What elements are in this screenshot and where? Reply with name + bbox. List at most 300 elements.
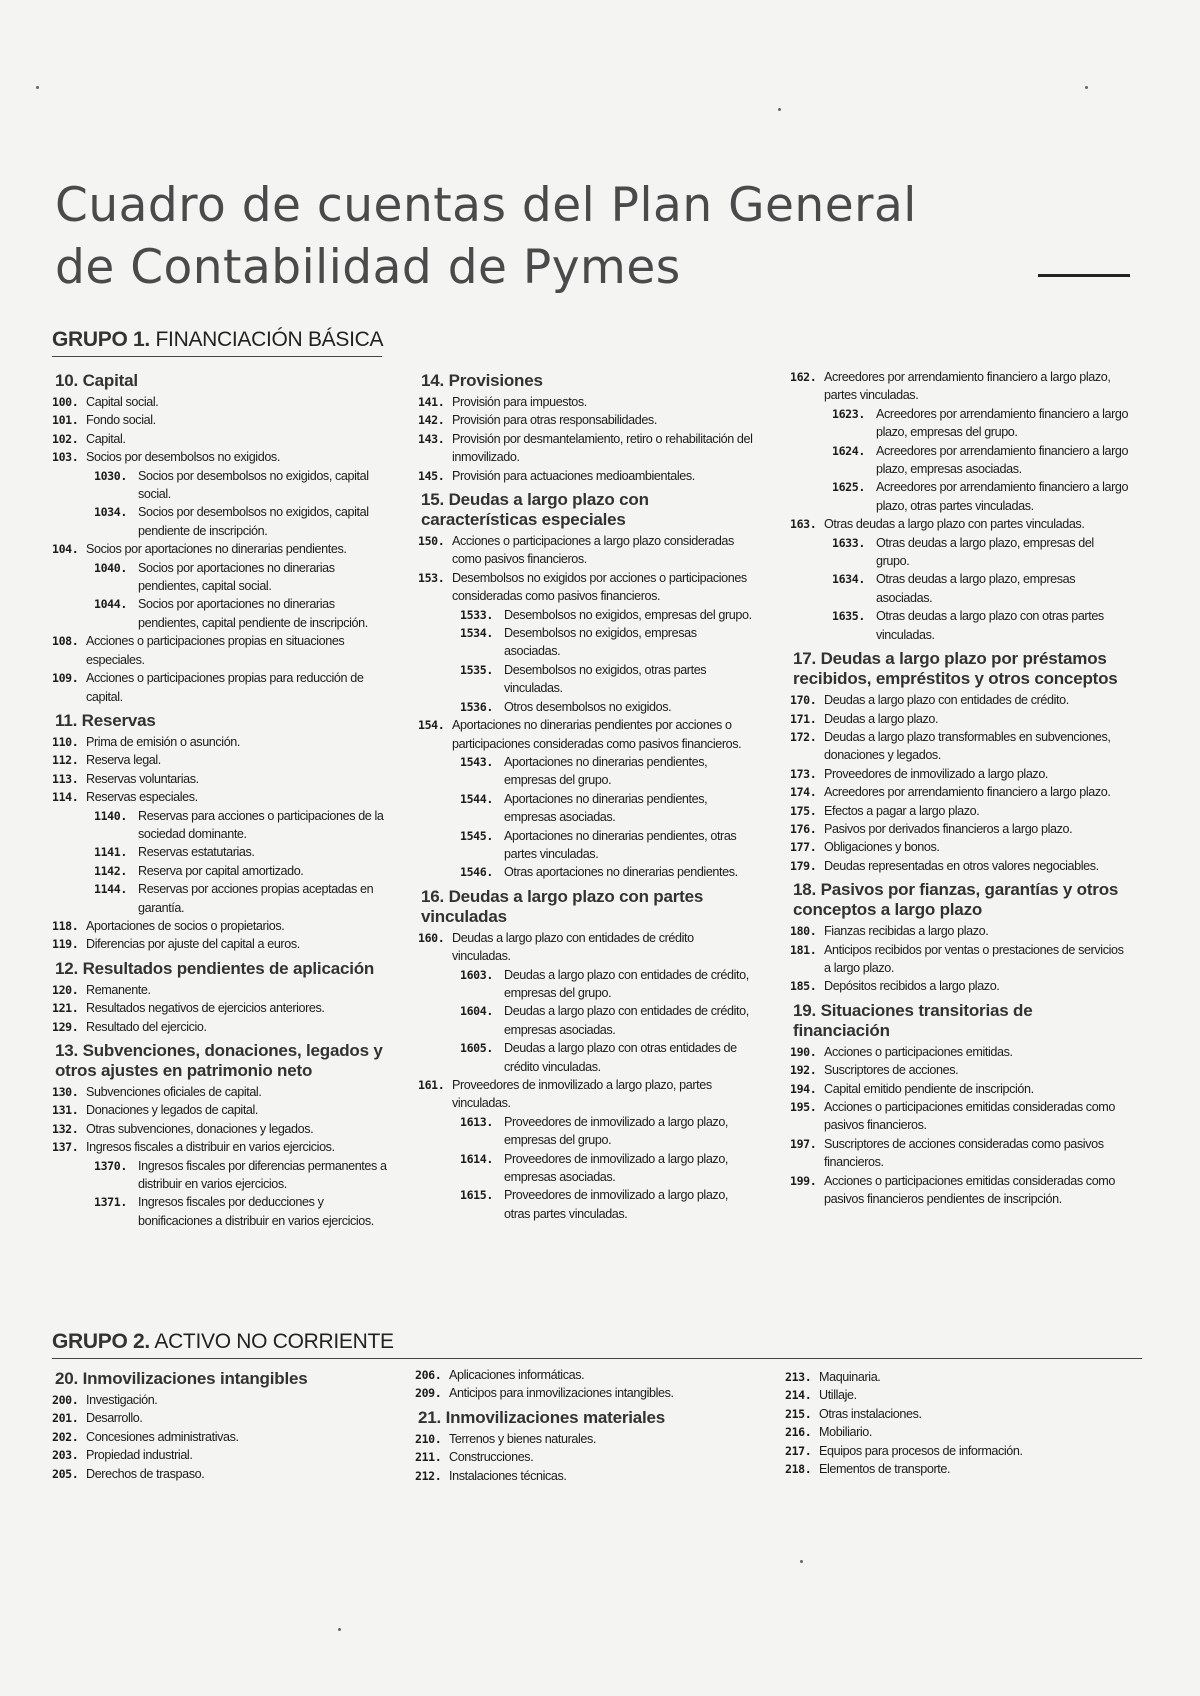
title-line-1: Cuadro de cuentas del Plan General [55,178,917,233]
section-heading [793,880,1130,920]
account-item [790,368,1130,405]
account-code: 190. [790,1044,817,1059]
account-code: 173. [790,766,817,781]
group-1-column-1 [52,366,387,1230]
account-code: 1544. [460,791,493,806]
account-item [52,411,387,429]
account-code: 163. [790,517,817,532]
account-item [785,1423,1125,1441]
account-item [790,1172,1130,1209]
account-code: 217. [785,1443,812,1458]
account-item [790,1080,1130,1098]
subaccount-item [418,863,753,881]
account-label: Socios por aportaciones no dinerarias pendientes, capital social. [138,560,335,594]
section-label: Deudas a largo plazo por préstamos recibidos, empréstitos y otros conceptos [793,649,1118,689]
subaccount-item [790,442,1130,479]
account-code: 153. [418,570,445,585]
account-label: Acreedores por arrendamiento financiero a largo plazo, empresas del grupo. [876,406,1129,440]
account-code: 119. [52,937,79,952]
account-code: 102. [52,431,79,446]
account-label: Deudas a largo plazo transformables en subvenciones, donaciones y legados. [824,729,1111,763]
account-code: 215. [785,1406,812,1421]
account-label: Acciones o participaciones propias para reducción de capital. [86,671,364,704]
account-item [52,1138,387,1156]
account-item [790,710,1130,728]
account-code: 1633. [832,535,865,550]
account-label: Aportaciones de socios o propietarios. [86,918,285,933]
account-code: 113. [52,771,79,786]
subaccount-item [790,405,1130,442]
group-1-heading [52,328,383,352]
account-label: Proveedores de inmovilizado a largo plazo, partes vinculadas. [452,1078,712,1111]
account-code: 145. [418,468,445,483]
account-label: Socios por aportaciones no dinerarias pendientes, capital pendiente de inscripción. [138,597,368,630]
subaccount-item [418,661,753,698]
subaccount-item [418,1002,753,1039]
section-heading [55,1041,387,1081]
account-code: 1534. [460,626,493,641]
account-label: Deudas a largo plazo con entidades de crédito vinculadas. [452,930,694,964]
group-2-column-1 [52,1364,387,1483]
account-label: Deudas a largo plazo con entidades de crédito. [824,693,1069,708]
account-item [790,765,1130,783]
account-item [52,1120,387,1138]
account-item [790,857,1130,875]
account-code: 1624. [832,443,865,458]
account-label: Desarrollo. [86,1411,143,1426]
account-item [790,838,1130,856]
account-label: Suscriptores de acciones consideradas como pasivos financieros. [824,1136,1104,1170]
account-label: Fianzas recibidas a largo plazo. [824,924,989,939]
account-item [52,788,387,806]
section-label: Subvenciones, donaciones, legados y otros ajustes en patrimonio neto [55,1041,383,1080]
account-code: 1623. [832,406,865,421]
account-label: Capital emitido pendiente de inscripción. [824,1081,1034,1096]
account-label: Acreedores por arrendamiento financiero a largo plazo, empresas asociadas. [876,443,1129,477]
group-1-label: FINANCIACIÓN BÁSICA [155,328,384,351]
section-code: 21. [418,1407,442,1427]
section-heading [55,959,387,979]
account-code: 1615. [460,1188,493,1203]
account-code: 118. [52,918,79,933]
account-code: 104. [52,542,79,557]
account-label: Diferencias por ajuste del capital a euros. [86,937,300,952]
scan-speck [1085,86,1088,89]
account-item [52,448,387,466]
subaccount-item [790,607,1130,644]
subaccount-item [52,595,387,632]
account-code: 142. [418,413,445,428]
account-label: Anticipos recibidos por ventas o prestaciones de servicios a largo plazo. [824,942,1124,975]
account-label: Provisión para impuestos. [452,395,587,409]
section-code: 14. [421,371,445,390]
account-label: Desembolsos no exigidos por acciones o participaciones consideradas como pasivos financieros. [452,570,747,604]
account-item [52,632,387,669]
section-code: 15. [421,490,445,510]
account-item [415,1467,755,1485]
account-item [52,999,387,1017]
scan-speck [338,1628,341,1631]
account-code: 210. [415,1431,442,1446]
account-label: Aplicaciones informáticas. [449,1368,585,1382]
account-label: Propiedad industrial. [86,1448,193,1463]
section-label: Resultados pendientes de aplicación [82,958,375,978]
subaccount-item [418,624,753,661]
account-label: Subvenciones oficiales de capital. [86,1085,262,1099]
account-label: Ingresos fiscales por diferencias permanentes a distribuir en varios ejercicios. [138,1158,387,1192]
page-title [55,175,917,299]
account-label: Proveedores de inmovilizado a largo plazo, empresas del grupo. [504,1114,729,1148]
account-item [790,728,1130,765]
account-label: Deudas a largo plazo. [824,711,939,726]
account-code: 1603. [460,967,493,982]
account-label: Otras instalaciones. [819,1406,922,1421]
account-item [785,1460,1125,1478]
account-item [785,1405,1125,1423]
section-heading [55,371,387,391]
section-code: 20. [55,1369,79,1388]
scan-speck [778,108,781,111]
account-item [418,1076,753,1113]
account-item [415,1430,755,1448]
account-label: Acreedores por arrendamiento financiero a largo plazo, partes vinculadas. [824,370,1111,403]
account-code: 1030. [94,468,127,483]
account-item [790,941,1130,978]
subaccount-item [52,880,387,917]
section-heading [421,371,753,391]
account-code: 1614. [460,1151,493,1166]
account-code: 160. [418,930,445,945]
account-label: Reservas para acciones o participaciones de la sociedad dominante. [138,808,384,841]
subaccount-item [52,1193,387,1230]
account-code: 1605. [460,1041,493,1056]
account-label: Proveedores de inmovilizado a largo plazo. [824,766,1049,781]
subaccount-item [418,1039,753,1076]
account-label: Resultado del ejercicio. [86,1019,207,1034]
account-code: 172. [790,729,817,744]
account-item [52,770,387,788]
account-code: 1543. [460,754,493,769]
account-code: 108. [52,634,79,649]
account-code: 120. [52,982,79,997]
account-code: 1040. [94,560,127,575]
account-label: Otras deudas a largo plazo con partes vinculadas. [824,517,1085,532]
account-item [790,783,1130,801]
account-label: Terrenos y bienes naturales. [449,1431,597,1446]
account-label: Socios por aportaciones no dinerarias pendientes. [86,542,347,557]
section-heading [55,711,387,731]
account-code: 194. [790,1081,817,1096]
section-code: 12. [55,958,79,978]
account-label: Maquinaria. [819,1370,881,1384]
account-item [790,515,1130,533]
account-code: 114. [52,790,79,805]
account-label: Acciones o participaciones propias en situaciones especiales. [86,634,345,667]
scan-speck [800,1560,803,1563]
account-label: Provisión para actuaciones medioambientales. [452,468,695,483]
account-label: Suscriptores de acciones. [824,1063,959,1078]
subaccount-item [418,1150,753,1187]
account-code: 109. [52,671,79,686]
account-label: Aportaciones no dinerarias pendientes, empresas del grupo. [504,754,708,788]
account-item [418,532,753,569]
account-item [52,751,387,769]
subaccount-item [418,827,753,864]
account-code: 132. [52,1121,79,1136]
account-code: 176. [790,821,817,836]
account-label: Acreedores por arrendamiento financiero a largo plazo. [824,785,1111,800]
account-code: 1533. [460,607,493,622]
account-label: Reservas voluntarias. [86,771,199,786]
account-label: Provisión por desmantelamiento, retiro o rehabilitación del inmovilizado. [452,431,753,465]
account-item [415,1448,755,1466]
subaccount-item [418,966,753,1003]
account-code: 1536. [460,699,493,714]
account-label: Acciones o participaciones a largo plazo consideradas como pasivos financieros. [452,534,734,567]
account-label: Reserva por capital amortizado. [138,863,304,878]
account-item [52,1446,387,1464]
account-code: 181. [790,942,817,957]
section-label: Inmovilizaciones materiales [445,1407,666,1427]
account-code: 154. [418,718,445,733]
account-item [790,1098,1130,1135]
account-item [790,1043,1130,1061]
subaccount-item [52,503,387,540]
account-code: 195. [790,1100,817,1114]
account-label: Reservas estatutarias. [138,845,255,860]
account-label: Resultados negativos de ejercicios anteriores. [86,1001,325,1016]
account-code: 206. [415,1368,442,1382]
account-label: Investigación. [86,1393,158,1407]
account-code: 1613. [460,1114,493,1129]
account-label: Construcciones. [449,1450,534,1465]
subaccount-item [52,807,387,844]
account-item [52,1018,387,1036]
account-label: Otras deudas a largo plazo, empresas del grupo. [876,535,1094,569]
account-label: Acciones o participaciones emitidas. [824,1044,1013,1059]
account-label: Acreedores por arrendamiento financiero a largo plazo, otras partes vinculadas. [876,480,1129,513]
account-label: Deudas a largo plazo con otras entidades de crédito vinculadas. [504,1041,737,1074]
section-code: 18. [793,880,817,900]
account-code: 1625. [832,480,865,495]
account-code: 129. [52,1019,79,1034]
section-label: Reservas [81,710,156,730]
account-item [790,802,1130,820]
account-item [52,1101,387,1119]
account-code: 110. [52,734,79,749]
subaccount-item [790,478,1130,515]
account-code: 1034. [94,505,127,520]
account-code: 112. [52,753,79,768]
account-label: Reservas especiales. [86,790,198,805]
account-label: Pasivos por derivados financieros a largo plazo. [824,821,1073,836]
section-label: Provisiones [448,371,543,390]
account-label: Otras deudas a largo plazo, empresas asociadas. [876,572,1076,605]
account-label: Concesiones administrativas. [86,1429,239,1444]
group-2-label: ACTIVO NO CORRIENTE [154,1330,394,1353]
account-item [415,1384,755,1402]
account-item [418,569,753,606]
group-2-rule [52,1358,1142,1359]
account-code: 203. [52,1448,79,1463]
account-code: 213. [785,1370,812,1384]
account-label: Prima de emisión o asunción. [86,734,241,749]
account-code: 180. [790,924,817,939]
account-item [52,1083,387,1101]
section-heading [55,1369,387,1389]
account-label: Capital social. [86,395,159,409]
account-item [415,1366,755,1384]
section-heading [421,490,753,530]
account-label: Desembolsos no exigidos, empresas del grupo. [504,607,752,622]
account-item [52,669,387,706]
subaccount-item [418,606,753,624]
account-item [790,1061,1130,1079]
account-code: 171. [790,711,817,726]
account-item [790,1135,1130,1172]
section-label: Inmovilizaciones intangibles [82,1369,308,1388]
account-code: 130. [52,1085,79,1099]
subaccount-item [418,1113,753,1150]
account-label: Provisión para otras responsabilidades. [452,413,657,428]
account-label: Deudas a largo plazo con entidades de crédito, empresas del grupo. [504,967,749,1000]
account-label: Efectos a pagar a largo plazo. [824,803,980,818]
account-label: Depósitos recibidos a largo plazo. [824,979,1000,994]
account-code: 1144. [94,882,127,897]
account-label: Socios por desembolsos no exigidos. [86,450,280,465]
account-label: Otras subvenciones, donaciones y legados. [86,1121,314,1136]
section-heading [793,649,1130,689]
account-code: 218. [785,1462,812,1477]
subaccount-item [418,753,753,790]
account-item [52,540,387,558]
account-code: 1370. [94,1158,127,1173]
account-label: Proveedores de inmovilizado a largo plazo, otras partes vinculadas. [504,1188,729,1221]
account-code: 1044. [94,597,127,612]
account-code: 185. [790,979,817,994]
section-label: Capital [82,371,138,390]
subaccount-item [52,843,387,861]
account-code: 131. [52,1103,79,1118]
account-label: Aportaciones no dinerarias pendientes, empresas asociadas. [504,791,708,825]
account-code: 216. [785,1425,812,1440]
account-code: 199. [790,1173,817,1188]
account-label: Ingresos fiscales a distribuir en varios ejercicios. [86,1140,335,1155]
account-item [785,1442,1125,1460]
account-item [418,430,753,467]
account-code: 1546. [460,865,493,880]
account-code: 197. [790,1136,817,1151]
account-code: 175. [790,803,817,818]
account-label: Deudas representadas en otros valores negociables. [824,858,1099,873]
account-item [790,691,1130,709]
group-1-prefix: GRUPO 1. [52,328,150,351]
account-label: Aportaciones no dinerarias pendientes por acciones o participaciones consideradas como pasivos financieros. [452,718,742,751]
account-label: Socios por desembolsos no exigidos, capital pendiente de inscripción. [138,505,369,538]
group-1-column-2 [418,366,753,1223]
section-code: 10. [55,371,79,390]
account-code: 121. [52,1001,79,1016]
account-label: Reservas por acciones propias aceptadas en garantía. [138,882,374,915]
account-label: Donaciones y legados de capital. [86,1103,259,1118]
account-item [785,1368,1125,1386]
account-item [52,1391,387,1409]
account-item [52,430,387,448]
account-code: 1140. [94,808,127,823]
account-item [52,935,387,953]
account-code: 1604. [460,1004,493,1019]
group-2-column-2 [415,1366,755,1485]
subaccount-item [790,534,1130,571]
section-label: Deudas a largo plazo con partes vinculadas [421,886,704,926]
account-code: 100. [52,395,79,409]
account-label: Deudas a largo plazo con entidades de crédito, empresas asociadas. [504,1004,749,1037]
title-rule [1038,274,1130,277]
account-code: 1634. [832,572,865,587]
account-item [785,1386,1125,1404]
account-item [52,1428,387,1446]
section-code: 13. [55,1041,79,1060]
account-item [790,977,1130,995]
account-label: Anticipos para inmovilizaciones intangibles. [449,1386,674,1401]
account-code: 202. [52,1429,79,1444]
section-code: 16. [421,886,445,906]
group-1-rule [52,356,382,357]
account-item [52,1465,387,1483]
account-label: Otros desembolsos no exigidos. [504,699,672,714]
account-code: 101. [52,413,79,428]
account-item [52,917,387,935]
section-label: Situaciones transitorias de financiación [793,1000,1033,1040]
account-label: Instalaciones técnicas. [449,1468,567,1483]
title-line-2: de Contabilidad de Pymes [55,240,681,295]
group-2-heading [52,1330,394,1354]
account-item [418,467,753,485]
subaccount-item [52,559,387,596]
account-label: Elementos de transporte. [819,1462,951,1477]
account-label: Acciones o participaciones emitidas consideradas como pasivos financieros pendientes de inscripción. [824,1173,1116,1207]
account-code: 137. [52,1140,79,1155]
account-label: Mobiliario. [819,1425,872,1440]
section-code: 17. [793,649,817,669]
account-code: 150. [418,534,445,549]
account-label: Desembolsos no exigidos, otras partes vinculadas. [504,662,707,696]
subaccount-item [418,1186,753,1223]
account-code: 214. [785,1388,812,1403]
account-code: 1371. [94,1195,127,1210]
account-label: Proveedores de inmovilizado a largo plazo, empresas asociadas. [504,1151,729,1185]
account-label: Utillaje. [819,1388,857,1403]
section-heading [418,1408,755,1428]
account-code: 1141. [94,845,127,860]
account-item [418,929,753,966]
account-item [52,393,387,411]
account-label: Otras deudas a largo plazo con otras partes vinculadas. [876,609,1104,642]
account-label: Ingresos fiscales por deducciones y bonificaciones a distribuir en varios ejercicios. [138,1195,374,1228]
account-label: Desembolsos no exigidos, empresas asociadas. [504,626,697,659]
account-label: Socios por desembolsos no exigidos, capital social. [138,468,369,502]
section-heading [421,887,753,927]
group-2-column-3 [785,1368,1125,1478]
account-code: 162. [790,370,817,384]
account-label: Obligaciones y bonos. [824,840,940,855]
subaccount-item [418,790,753,827]
account-code: 1545. [460,828,493,843]
account-code: 141. [418,395,445,409]
account-item [418,393,753,411]
account-item [52,981,387,999]
account-code: 177. [790,840,817,855]
